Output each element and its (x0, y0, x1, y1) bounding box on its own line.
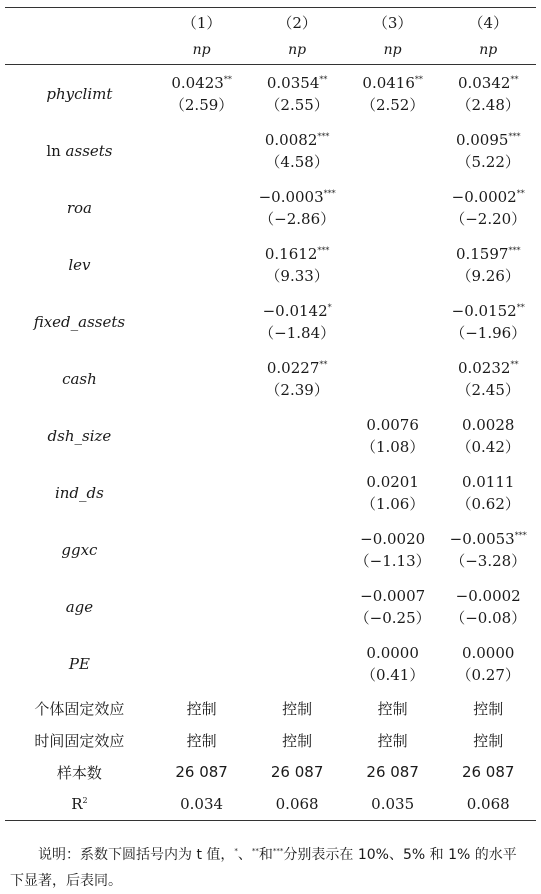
column-number: （3） (372, 13, 413, 32)
variable-prefix: ln (46, 141, 66, 160)
coefficient-value: 0.0201 (366, 472, 419, 491)
coefficient-cell (249, 293, 345, 350)
t-statistic: （0.42） (456, 437, 520, 456)
coefficient-cell (154, 635, 250, 692)
coefficient-cell (249, 407, 345, 464)
variable-name (5, 521, 154, 578)
summary-value: 控制 (282, 699, 313, 718)
column-number-row (5, 8, 536, 37)
coefficient-cell (345, 521, 441, 578)
coefficient (440, 528, 536, 550)
r-squared-label (5, 788, 154, 821)
variable-label: ggxc (61, 540, 98, 559)
summary-label: 个体固定效应 (34, 699, 125, 718)
coefficient-cell (345, 407, 441, 464)
coefficient-value: −0.0053 (449, 529, 515, 548)
coefficient-cell (154, 122, 250, 179)
variable-label: phyclimt (46, 84, 113, 103)
coefficient-cell (154, 407, 250, 464)
coefficient-value: 0.0095 (455, 130, 509, 149)
column-number: （1） (181, 13, 222, 32)
coefficient-value: 0.0416 (362, 73, 415, 92)
note-separator: 、 (237, 847, 252, 863)
summary-row (5, 692, 536, 724)
summary-row (5, 724, 536, 756)
summary-value: 控制 (377, 731, 408, 750)
t-statistic: （−0.25） (354, 608, 431, 627)
variable-label: fixed_assets (33, 312, 126, 331)
significance-stars: *** (508, 131, 521, 141)
t-statistic: （4.58） (265, 152, 329, 171)
note-star: ** (251, 847, 259, 855)
coefficient-cell (249, 578, 345, 635)
coefficient-cell (345, 236, 441, 293)
coefficient (345, 585, 441, 607)
summary-label: 样本数 (56, 763, 102, 782)
coefficient-value: 0.0028 (461, 415, 515, 434)
r-squared-value: 0.035 (371, 795, 415, 813)
variable-name (5, 407, 154, 464)
variable-name (5, 236, 154, 293)
coefficient-value: −0.0020 (360, 529, 426, 548)
t-statistic: （9.33） (265, 266, 329, 285)
variable-label: age (65, 597, 94, 616)
dependent-variable: np (479, 42, 498, 58)
t-statistic: （0.62） (456, 494, 520, 513)
variable-label: PE (68, 654, 90, 673)
t-statistic: （2.39） (265, 380, 329, 399)
coefficient-cell (249, 464, 345, 521)
significance-stars: ** (516, 302, 525, 312)
t-statistic: （5.22） (456, 152, 520, 171)
t-statistic: （1.06） (360, 494, 425, 513)
coefficient-value: 0.0076 (366, 415, 419, 434)
coefficient-cell (345, 122, 441, 179)
variable-name (5, 635, 154, 692)
summary-value: 26 087 (270, 763, 324, 781)
coefficient (440, 72, 536, 94)
variable-name (5, 65, 154, 123)
coefficient-value: 0.0082 (264, 130, 318, 149)
coefficient (249, 129, 345, 151)
coefficient-value: −0.0007 (360, 586, 426, 605)
t-statistic: （0.27） (456, 665, 520, 684)
coefficient-value: 0.0000 (366, 643, 419, 662)
coefficient-cell (154, 578, 250, 635)
coefficient-cell (440, 122, 536, 179)
coefficient (249, 243, 345, 265)
significance-stars: *** (317, 245, 330, 255)
summary-row (5, 756, 536, 788)
t-statistic: （−3.28） (450, 551, 527, 570)
coefficient-value: −0.0002 (451, 187, 517, 206)
coefficient (440, 243, 536, 265)
summary-value: 26 087 (366, 763, 419, 781)
coefficient-cell (440, 521, 536, 578)
t-statistic: （2.55） (265, 95, 329, 114)
regression-table (5, 7, 536, 821)
t-statistic: （0.41） (360, 665, 425, 684)
summary-value: 控制 (473, 699, 504, 718)
t-statistic: （−0.08） (450, 608, 527, 627)
t-statistic: （2.59） (169, 95, 234, 114)
coefficient-cell (345, 578, 441, 635)
coefficient-value: 0.0423 (171, 73, 224, 92)
dependent-variable: np (192, 42, 211, 58)
dependent-variable: np (383, 42, 402, 58)
variable-label: roa (66, 198, 92, 217)
coefficient-cell (154, 236, 250, 293)
variable-name (5, 293, 154, 350)
coefficient-cell (249, 122, 345, 179)
coefficient (440, 186, 536, 208)
summary-value: 26 087 (175, 763, 228, 781)
t-statistic: （2.52） (360, 95, 425, 114)
r-squared-value: 0.068 (466, 795, 510, 813)
t-statistic: （2.45） (456, 380, 520, 399)
t-statistic: （−1.96） (450, 323, 527, 342)
coefficient-value: −0.0003 (258, 187, 324, 206)
variable-row (5, 521, 536, 578)
dependent-variable-row (5, 36, 536, 65)
coefficient-cell (249, 521, 345, 578)
coefficient (345, 414, 441, 436)
significance-stars: *** (317, 131, 330, 141)
variable-row (5, 407, 536, 464)
significance-stars: ** (510, 74, 519, 84)
t-statistic: （−1.13） (354, 551, 431, 570)
r-squared-value: 0.034 (180, 795, 224, 813)
variable-row (5, 236, 536, 293)
r-squared-row (5, 788, 536, 821)
coefficient-value: 0.0000 (461, 643, 515, 662)
coefficient-cell (440, 350, 536, 407)
t-statistic: （2.48） (456, 95, 520, 114)
coefficient (345, 72, 441, 94)
coefficient-cell (249, 350, 345, 407)
variable-name (5, 464, 154, 521)
coefficient-cell (249, 65, 345, 123)
coefficient-cell (249, 179, 345, 236)
coefficient (249, 72, 345, 94)
variable-row (5, 635, 536, 692)
coefficient-cell (345, 464, 441, 521)
coefficient-cell (440, 179, 536, 236)
table-note (10, 842, 530, 894)
variable-row (5, 464, 536, 521)
coefficient-cell (154, 293, 250, 350)
t-statistic: （−2.20） (450, 209, 527, 228)
variable-name (5, 350, 154, 407)
coefficient-value: 0.0354 (266, 73, 320, 92)
coefficient-cell (440, 578, 536, 635)
summary-value: 26 087 (461, 763, 515, 781)
variable-row (5, 179, 536, 236)
dependent-variable: np (288, 42, 307, 58)
t-statistic: （1.08） (360, 437, 425, 456)
coefficient-value: −0.0152 (451, 301, 517, 320)
coefficient-cell (440, 407, 536, 464)
note-text: 说明：系数下圆括号内为 t 值， (38, 847, 235, 863)
coefficient (345, 471, 441, 493)
significance-stars: *** (514, 530, 527, 540)
coefficient-cell (440, 464, 536, 521)
coefficient-cell (440, 635, 536, 692)
coefficient (440, 585, 536, 607)
variable-label: dsh_size (47, 426, 112, 445)
variable-label: ind_ds (54, 483, 104, 502)
t-statistic: （9.26） (456, 266, 520, 285)
coefficient-cell (345, 179, 441, 236)
variable-name (5, 179, 154, 236)
significance-stars: ** (414, 74, 423, 84)
coefficient (345, 528, 441, 550)
summary-value: 控制 (377, 699, 408, 718)
coefficient (440, 414, 536, 436)
significance-stars: *** (508, 245, 521, 255)
significance-stars: ** (319, 74, 328, 84)
significance-stars: ** (510, 359, 519, 369)
summary-value: 控制 (186, 731, 217, 750)
coefficient-cell (345, 350, 441, 407)
variable-row (5, 293, 536, 350)
coefficient-cell (154, 179, 250, 236)
summary-value: 控制 (282, 731, 313, 750)
variable-row (5, 578, 536, 635)
note-star: *** (272, 847, 284, 855)
coefficient-value: 0.0111 (461, 472, 515, 491)
coefficient-value: −0.0142 (262, 301, 328, 320)
variable-name (5, 122, 154, 179)
coefficient-cell (154, 464, 250, 521)
coefficient-cell (440, 65, 536, 123)
coefficient-cell (154, 65, 250, 123)
coefficient-value: 0.1597 (455, 244, 509, 263)
coefficient-cell (345, 635, 441, 692)
coefficient-cell (345, 65, 441, 123)
coefficient-value: −0.0002 (455, 586, 521, 605)
summary-value: 控制 (473, 731, 504, 750)
significance-stars: ** (223, 74, 232, 84)
summary-value: 控制 (186, 699, 217, 718)
coefficient (440, 129, 536, 151)
variable-row (5, 350, 536, 407)
t-statistic: （−1.84） (259, 323, 336, 342)
coefficient-value: 0.0232 (457, 358, 511, 377)
coefficient-cell (345, 293, 441, 350)
coefficient-value: 0.0227 (266, 358, 320, 377)
r-squared-symbol: R (71, 795, 83, 813)
coefficient-cell (249, 236, 345, 293)
significance-stars: ** (516, 188, 525, 198)
note-separator: 和 (258, 847, 273, 863)
t-statistic: （−2.86） (259, 209, 336, 228)
coefficient (345, 642, 441, 664)
variable-label: assets (65, 141, 113, 160)
coefficient (440, 471, 536, 493)
r-squared-value: 0.068 (275, 795, 319, 813)
coefficient-cell (154, 350, 250, 407)
variable-label: lev (68, 255, 91, 274)
coefficient-cell (440, 293, 536, 350)
note-text: 分别表示在 10%、5% 和 1% 的水平下显著，后表同。 (10, 847, 517, 889)
coefficient-cell (440, 236, 536, 293)
r-squared-exponent: 2 (82, 796, 88, 805)
coefficient (440, 357, 536, 379)
significance-stars: * (327, 302, 332, 312)
note-star: * (234, 847, 238, 855)
coefficient-value: 0.0342 (457, 73, 511, 92)
column-number: （4） (468, 13, 508, 32)
significance-stars: *** (323, 188, 336, 198)
coefficient-cell (249, 635, 345, 692)
variable-name (5, 578, 154, 635)
significance-stars: ** (319, 359, 328, 369)
coefficient (249, 300, 345, 322)
variable-row (5, 122, 536, 179)
coefficient (440, 642, 536, 664)
variable-label: cash (62, 369, 97, 388)
coefficient (440, 300, 536, 322)
coefficient-value: 0.1612 (264, 244, 318, 263)
column-number: （2） (277, 13, 317, 32)
coefficient (154, 72, 250, 94)
summary-label: 时间固定效应 (34, 731, 125, 750)
coefficient (249, 186, 345, 208)
coefficient (249, 357, 345, 379)
coefficient-cell (154, 521, 250, 578)
variable-row (5, 65, 536, 123)
